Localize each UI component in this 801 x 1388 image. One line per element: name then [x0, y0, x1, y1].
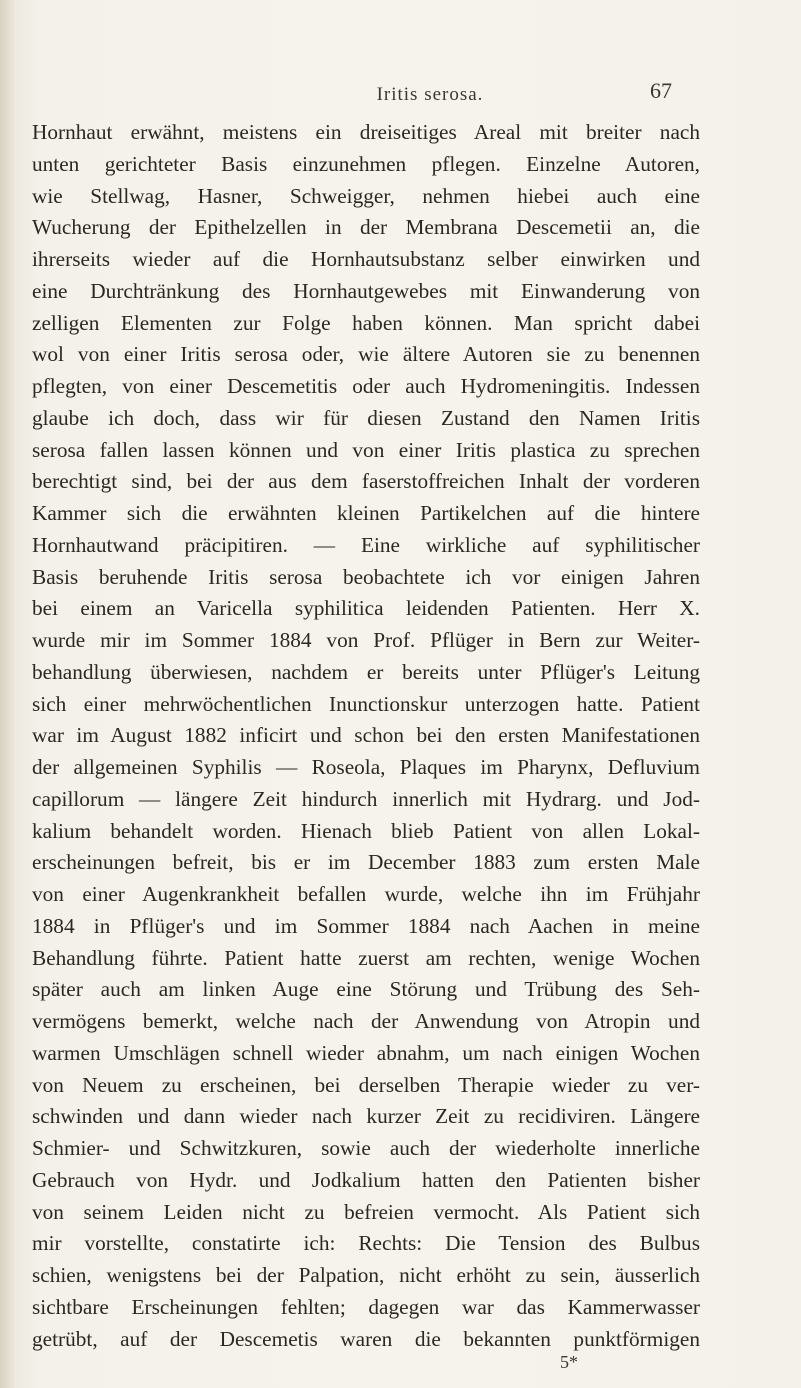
running-head [0, 78, 801, 114]
text-line: 1884 in Pflüger's und im Sommer 1884 nach Aachen in meine [32, 913, 700, 938]
text-line: wol von einer Iritis serosa oder, wie ältere Autoren sie zu benennen [32, 342, 700, 367]
text-line: vermögens bemerkt, welche nach der Anwendung von Atropin und [32, 1009, 700, 1033]
text-line: serosa fallen lassen können und von einer Iritis plastica zu sprechen [32, 437, 700, 462]
text-line: später auch am linken Auge eine Störung und Trübung des Seh- [32, 977, 700, 1002]
text-line: von einer Augenkrankheit befallen wurde, welche ihn im Frühjahr [32, 882, 700, 906]
text-line: Hornhautwand präcipitiren. — Eine wirkliche auf syphilitischer [32, 532, 700, 557]
text-line: Kammer sich die erwähnten kleinen Partikelchen auf die hintere [32, 501, 700, 525]
text-line: kalium behandelt worden. Hienach blieb Patient von allen Lokal- [32, 818, 700, 843]
text-line: bei einem an Varicella syphilitica leidenden Patienten. Herr X. [32, 596, 700, 621]
text-line: pflegten, von einer Descemetitis oder auch Hydromeningitis. Indessen [32, 374, 700, 398]
text-line: schien, wenigstens bei der Palpation, nicht erhöht zu sein, äusserlich [32, 1263, 700, 1287]
printer-signature: 5* [560, 1352, 578, 1372]
text-line: getrübt, auf der Descemetis waren die bekannten punktförmigen [32, 1326, 700, 1351]
text-line: warmen Umschlägen schnell wieder abnahm, um nach einigen Wochen [32, 1040, 700, 1065]
text-line: Schmier- und Schwitzkuren, sowie auch der wiederholte innerliche [32, 1136, 700, 1160]
text-line: Gebrauch von Hydr. und Jodkalium hatten den Patienten bisher [32, 1167, 700, 1192]
text-line: Basis beruhende Iritis serosa beobachtete ich vor einigen Jahren [32, 564, 700, 589]
text-line: Behandlung führte. Patient hatte zuerst am rechten, wenige Wochen [32, 945, 700, 970]
text-line: berechtigt sind, bei der aus dem faserstoffreichen Inhalt der vorderen [32, 469, 700, 494]
text-line: der allgemeinen Syphilis — Roseola, Plaques im Pharynx, Defluvium [32, 755, 700, 779]
text-line: von Neuem zu erscheinen, bei derselben Therapie wieder zu ver- [32, 1072, 700, 1097]
text-line: unten gerichteter Basis einzunehmen pflegen. Einzelne Autoren, [32, 151, 700, 176]
text-line: schwinden und dann wieder nach kurzer Zeit zu recidiviren. Längere [32, 1104, 700, 1129]
body-text [32, 117, 700, 1355]
text-line: sichtbare Erscheinungen fehlten; dagegen war das Kammerwasser [32, 1294, 700, 1319]
text-line: sich einer mehrwöchentlichen Inunctionskur unterzogen hatte. Patient [32, 691, 700, 716]
text-line: Wucherung der Epithelzellen in der Membrana Descemetii an, die [32, 215, 700, 240]
running-title: Iritis serosa. [376, 84, 484, 105]
text-line: ihrerseits wieder auf die Hornhautsubstanz selber einwirken und [32, 247, 700, 271]
text-line: Hornhaut erwähnt, meistens ein dreiseitiges Areal mit breiter nach [32, 120, 700, 144]
text-line: war im August 1882 inficirt und schon bei den ersten Manifestationen [32, 723, 700, 748]
text-line: wie Stellwag, Hasner, Schweigger, nehmen hiebei auch eine [32, 183, 700, 208]
text-line: wurde mir im Sommer 1884 von Prof. Pflüger in Bern zur Weiter- [32, 628, 700, 652]
text-line: mir vorstellte, constatirte ich: Rechts: Die Tension des Bulbus [32, 1231, 700, 1256]
text-line: capillorum — längere Zeit hindurch innerlich mit Hydrarg. und Jod- [32, 786, 700, 811]
text-line: glaube ich doch, dass wir für diesen Zustand den Namen Iritis [32, 405, 700, 430]
text-line: von seinem Leiden nicht zu befreien vermocht. Als Patient sich [32, 1199, 700, 1224]
text-line: eine Durchtränkung des Hornhautgewebes mit Einwanderung von [32, 278, 700, 303]
text-line: zelligen Elementen zur Folge haben können. Man spricht dabei [32, 310, 700, 335]
text-line: erscheinungen befreit, bis er im December 1883 zum ersten Male [32, 850, 700, 875]
page-number: 67 [650, 78, 672, 103]
binding-edge [0, 0, 14, 1388]
text-line: behandlung überwiesen, nachdem er bereits unter Pflüger's Leitung [32, 659, 700, 684]
